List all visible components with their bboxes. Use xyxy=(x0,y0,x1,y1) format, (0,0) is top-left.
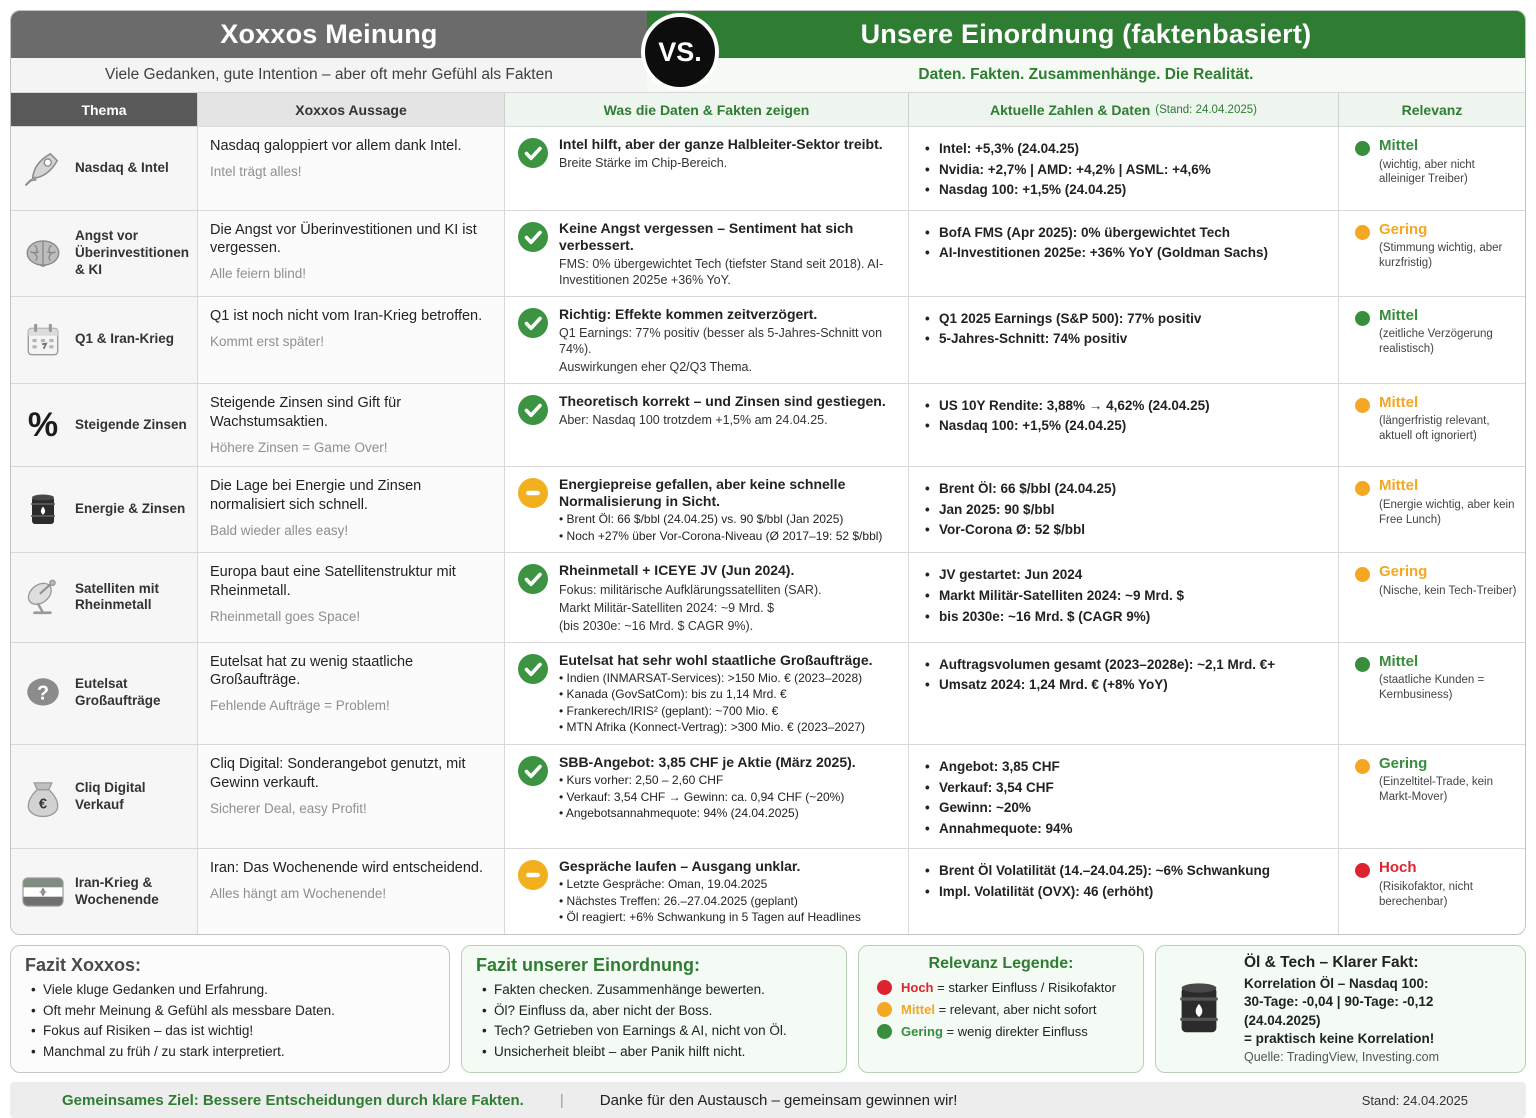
claim-text: Die Angst vor Überinvestitionen und KI ist vergessen. xyxy=(210,221,477,257)
check-icon xyxy=(517,754,549,840)
relevance-label: Gering xyxy=(1379,220,1428,238)
relevance-label: Mittel xyxy=(1379,306,1419,324)
relevance-note: (Nische, kein Tech-Treiber) xyxy=(1379,584,1517,597)
relevance-dot xyxy=(1355,759,1370,774)
figure-item: • Jan 2025: 90 $/bbl xyxy=(939,501,1326,519)
relevanz-legende-box xyxy=(858,945,1144,1073)
figure-item: • Angebot: 3,85 CHF xyxy=(939,758,1326,776)
oil-drum-icon xyxy=(19,486,67,534)
claim-text: Europa baut eine Satellitenstruktur mit Rheinmetall. xyxy=(210,564,456,600)
relevance-dot xyxy=(1355,481,1370,496)
oel-tech-box xyxy=(1155,945,1526,1073)
verdict-headline: Gespräche laufen – Ausgang unklar. xyxy=(559,858,801,875)
column-header-row xyxy=(11,93,1525,126)
legend-dot-red xyxy=(877,980,892,995)
claim-text: Iran: Das Wochenende wird entscheidend. xyxy=(210,860,483,877)
verdict-line: (bis 2030e: ~16 Mrd. $ CAGR 9%). xyxy=(559,618,754,633)
claim-quip: Kommt erst später! xyxy=(210,333,325,349)
satellite-dish-icon xyxy=(19,573,67,621)
legende-item-gering: Gering = wenig direkter Einfluss xyxy=(877,1024,1129,1039)
figure-item: • Vor-Corona Ø: 52 $/bbl xyxy=(939,521,1326,539)
brain-icon xyxy=(19,229,67,277)
fazit-einordnung-title: Fazit unserer Einordnung: xyxy=(476,955,701,976)
fazit-bullet: • Öl? Einfluss da, aber nicht der Boss. xyxy=(494,1002,832,1020)
verdict-line: Breite Stärke im Chip-Bereich. xyxy=(559,156,728,171)
relevance-dot xyxy=(1355,311,1370,326)
verdict-headline: Rheinmetall + ICEYE JV (Jun 2024). xyxy=(559,562,795,579)
verdict-headline: Energiepreise gefallen, aber keine schnelle Normalisierung in Sicht. xyxy=(559,476,846,510)
relevance-note: (Energie wichtig, aber kein Free Lunch) xyxy=(1379,498,1515,526)
row-eutelsat xyxy=(11,642,1525,744)
figure-item: • Auftragsvolumen gesamt (2023–2028e): ~2,1 Mrd. €+ xyxy=(939,656,1326,674)
row-iran-wochenende xyxy=(11,848,1525,934)
minus-icon xyxy=(517,858,549,926)
column-header-thema: Thema xyxy=(11,93,197,126)
relevance-label: Gering xyxy=(1379,754,1428,772)
fazit-bullet: • Viele kluge Gedanken und Erfahrung. xyxy=(43,981,435,999)
fazit-bullet: • Manchmal zu früh / zu stark interpretiert. xyxy=(43,1043,435,1061)
topic-label: Energie & Zinsen xyxy=(75,501,186,517)
figure-item: • Verkauf: 3,54 CHF xyxy=(939,779,1326,797)
verdict-bullet: • Verkauf: 3,54 CHF → Gewinn: ca. 0,94 CHF (~20%) xyxy=(559,790,856,806)
figure-item: • Impl. Volatilität (OVX): 46 (erhöht) xyxy=(939,883,1326,901)
verdict-line: Fokus: militärische Aufklärungssatelliten (SAR). xyxy=(559,582,822,597)
column-header-fakten: Was die Daten & Fakten zeigen xyxy=(504,93,908,126)
relevance-note: (Stimmung wichtig, aber kurzfristig) xyxy=(1379,242,1503,270)
verdict-bullet: • Frankerech/IRIS² (geplant): ~700 Mio. € xyxy=(559,704,873,720)
verdict-line: Markt Militär-Satelliten 2024: ~9 Mrd. $ xyxy=(559,600,775,615)
figure-item: • BofA FMS (Apr 2025): 0% übergewichtet Tech xyxy=(939,224,1326,242)
legende-item-hoch: Hoch = starker Einfluss / Risikofaktor xyxy=(877,980,1129,995)
row-q1-iran xyxy=(11,296,1525,383)
footer-boxes xyxy=(10,945,1526,1073)
fazit-xoxxos-title: Fazit Xoxxos: xyxy=(25,955,142,976)
relevance-dot xyxy=(1355,657,1370,672)
svg-text:€: € xyxy=(38,796,48,813)
verdict-bullet: • MTN Afrika (Konnect-Vertrag): >300 Mio. € (2023–2027) xyxy=(559,720,873,736)
relevance-dot xyxy=(1355,225,1370,240)
verdict-line: Q1 Earnings: 77% positiv (besser als 5-Jahres-Schnitt von 74%). xyxy=(559,325,883,356)
oel-tech-emphasis: = praktisch keine Korrelation! xyxy=(1244,1030,1435,1046)
relevance-note: (Einzeltitel-Trade, kein Markt-Mover) xyxy=(1379,776,1493,804)
check-icon xyxy=(517,562,549,633)
legende-item-mittel: Mittel = relevant, aber nicht sofort xyxy=(877,1002,1129,1017)
topic-label: Angst vor Überinvestitionen & KI xyxy=(75,227,190,277)
left-subtitle: Viele Gedanken, gute Intention – aber oft mehr Gefühl als Fakten xyxy=(11,58,647,93)
verdict-bullet: • Letzte Gespräche: Oman, 19.04.2025 xyxy=(559,877,861,893)
separator: | xyxy=(559,1091,564,1109)
figure-item: • Intel: +5,3% (24.04.25) xyxy=(939,140,1326,158)
verdict-line: FMS: 0% übergewichtet Tech (tiefster Stand seit 2018). AI-Investitionen 2025e +36% YoY. xyxy=(559,256,884,287)
row-nasdaq-intel xyxy=(11,126,1525,210)
minus-icon xyxy=(517,476,549,544)
claim-quip: Fehlende Aufträge = Problem! xyxy=(210,698,390,714)
relevance-note: (Risikofaktor, nicht berechenbar) xyxy=(1379,880,1473,908)
relevance-note: (zeitliche Verzögerung realistisch) xyxy=(1379,328,1493,356)
verdict-headline: SBB-Angebot: 3,85 CHF je Aktie (März 2025). xyxy=(559,753,856,770)
figure-item: • Nasdaq 100: +1,5% (24.04.25) xyxy=(939,417,1326,435)
row-satelliten xyxy=(11,552,1525,641)
relevance-dot xyxy=(1355,567,1370,582)
rocket-icon xyxy=(19,144,67,192)
row-zinsen xyxy=(11,383,1525,466)
oel-tech-line: (24.04.2025) xyxy=(1244,1012,1321,1028)
relevance-note: (längerfristig relevant, aktuell oft ignoriert) xyxy=(1379,415,1490,443)
relevance-label: Mittel xyxy=(1379,137,1419,154)
claim-text: Q1 ist noch nicht vom Iran-Krieg betroffen. xyxy=(210,307,483,324)
row-cliq-digital xyxy=(11,744,1525,848)
fazit-bullet: • Fokus auf Risiken – das ist wichtig! xyxy=(43,1022,435,1040)
verdict-headline: Keine Angst vergessen – Sentiment hat sich verbessert. xyxy=(559,219,854,253)
verdict-headline: Eutelsat hat sehr wohl staatliche Großaufträge. xyxy=(559,651,873,668)
relevance-label: Mittel xyxy=(1379,477,1419,495)
claim-text: Cliq Digital: Sonderangebot genutzt, mit Gewinn verkauft. xyxy=(210,755,466,791)
claim-quip: Alle feiern blind! xyxy=(210,266,307,282)
oel-tech-line: Korrelation Öl – Nasdaq 100: xyxy=(1244,976,1429,992)
relevance-label: Hoch xyxy=(1379,859,1417,877)
header xyxy=(11,11,1525,93)
figure-item: • 5-Jahres-Schnitt: 74% positiv xyxy=(939,330,1326,348)
oil-drum-icon xyxy=(1168,974,1230,1044)
calendar-icon xyxy=(19,316,67,364)
question-icon xyxy=(19,669,67,717)
claim-quip: Rheinmetall goes Space! xyxy=(210,609,361,625)
figure-item: • JV gestartet: Jun 2024 xyxy=(939,566,1326,584)
topic-label: Q1 & Iran-Krieg xyxy=(75,331,175,347)
topic-label: Satelliten mit Rheinmetall xyxy=(75,580,160,613)
claim-quip: Bald wieder alles easy! xyxy=(210,522,349,538)
header-right xyxy=(647,11,1525,93)
comparison-board xyxy=(10,10,1526,935)
figure-item: • Gewinn: ~20% xyxy=(939,799,1326,817)
figure-item: • Nasdag 100: +1,5% (24.04.25) xyxy=(939,181,1326,199)
relevance-note: (wichtig, aber nicht alleiniger Treiber) xyxy=(1379,158,1475,186)
verdict-headline: Richtig: Effekte kommen zeitverzögert. xyxy=(559,305,818,322)
verdict-headline: Theoretisch korrekt – und Zinsen sind gestiegen. xyxy=(559,392,886,409)
topic-label: Iran-Krieg & Wochenende xyxy=(75,874,159,907)
money-bag-icon xyxy=(19,773,67,821)
right-subtitle: Daten. Fakten. Zusammenhänge. Die Realität. xyxy=(647,58,1525,93)
check-icon xyxy=(517,652,549,736)
shared-goal-text: Gemeinsames Ziel: Bessere Entscheidungen durch klare Fakten. xyxy=(62,1091,524,1109)
column-header-relevanz: Relevanz xyxy=(1338,93,1525,126)
claim-quip: Alles hängt am Wochenende! xyxy=(210,886,387,902)
verdict-bullet: • Nächstes Treffen: 26.–27.04.2025 (geplant) xyxy=(559,894,861,910)
claim-text: Die Lage bei Energie und Zinsen normalisiert sich schnell. xyxy=(210,478,422,513)
verdict-bullet: • Kurs vorher: 2,50 – 2,60 CHF xyxy=(559,773,856,789)
topic-label: Eutelsat Großaufträge xyxy=(75,676,161,709)
verdict-bullet: • Noch +27% über Vor-Corona-Niveau (Ø 2017–19: 52 $/bbl) xyxy=(559,529,898,545)
verdict-bullet: • Angebotsannahmequote: 94% (24.04.2025) xyxy=(559,806,856,822)
bottom-bar xyxy=(10,1082,1526,1118)
verdict-bullet: • Öl reagiert: +6% Schwankung in 5 Tagen auf Headlines xyxy=(559,910,861,926)
claim-quip: Intel trägt alles! xyxy=(210,163,302,179)
verdict-bullet: • Brent Öl: 66 $/bbl (24.04.25) vs. 90 $/bbl (Jan 2025) xyxy=(559,512,898,528)
iran-flag-icon xyxy=(19,868,67,916)
thanks-text: Danke für den Austausch – gemeinsam gewinnen wir! xyxy=(599,1091,958,1109)
header-left xyxy=(11,11,647,93)
figure-item: • Annahmequote: 94% xyxy=(939,820,1326,838)
verdict-headline: Intel hilft, aber der ganze Halbleiter-Sektor treibt. xyxy=(559,136,883,152)
vs-badge: VS. xyxy=(641,13,719,91)
relevance-dot xyxy=(1355,863,1370,878)
stand-date: Stand: 24.04.2025 xyxy=(1361,1092,1468,1108)
topic-label: Cliq Digital Verkauf xyxy=(75,779,146,812)
fazit-einordnung-box xyxy=(461,945,847,1073)
claim-text: Eutelsat hat zu wenig staatliche Großaufträge. xyxy=(210,653,414,689)
figure-item: • Markt Militär-Satelliten 2024: ~9 Mrd. $ xyxy=(939,587,1326,605)
relevance-note: (staatliche Kunden = Kernbusiness) xyxy=(1379,674,1485,701)
topic-label: Nasdaq & Intel xyxy=(75,159,169,175)
svg-text:?: ? xyxy=(36,682,50,705)
oel-tech-line: 30-Tage: -0,04 | 90-Tage: -0,12 xyxy=(1244,994,1434,1010)
figure-item: • AI-Investitionen 2025e: +36% YoY (Goldman Sachs) xyxy=(939,244,1326,262)
row-angst-ki xyxy=(11,210,1525,296)
figure-item: • Brent Öl Volatilität (14.–24.04.25): ~6% Schwankung xyxy=(939,862,1326,880)
fazit-bullet: • Fakten checken. Zusammenhänge bewerten. xyxy=(494,981,832,999)
left-title: Xoxxos Meinung xyxy=(11,11,647,58)
legend-dot-green xyxy=(877,1024,892,1039)
topic-label: Steigende Zinsen xyxy=(75,416,187,432)
relevance-dot xyxy=(1355,398,1370,413)
figure-item: • US 10Y Rendite: 3,88% → 4,62% (24.04.25) xyxy=(939,397,1326,415)
row-energie xyxy=(11,466,1525,552)
column-header-aussage: Xoxxos Aussage xyxy=(197,93,504,126)
verdict-bullet: • Kanada (GovSatCom): bis zu 1,14 Mrd. € xyxy=(559,687,873,703)
claim-quip: Höhere Zinsen = Game Over! xyxy=(210,439,388,455)
fazit-bullet: • Tech? Getrieben von Earnings & AI, nicht von Öl. xyxy=(494,1022,832,1040)
figure-item: • Nvidia: +2,7% | AMD: +4,2% | ASML: +4,6% xyxy=(939,161,1326,179)
check-icon xyxy=(517,306,549,375)
oel-tech-title: Öl & Tech – Klarer Fakt: xyxy=(1244,954,1419,972)
figure-item: • Umsatz 2024: 1,24 Mrd. € (+8% YoY) xyxy=(939,676,1326,694)
percent-icon: % xyxy=(27,405,59,444)
check-icon xyxy=(517,393,549,458)
claim-text: Nasdaq galoppiert vor allem dank Intel. xyxy=(210,138,462,154)
figure-item: • Brent Öl: 66 $/bbl (24.04.25) xyxy=(939,480,1326,498)
right-title: Unsere Einordnung (faktenbasiert) xyxy=(647,11,1525,58)
verdict-line: Auswirkungen eher Q2/Q3 Thema. xyxy=(559,359,752,374)
verdict-bullet: • Indien (INMARSAT-Services): >150 Mio. € (2023–2028) xyxy=(559,671,873,687)
fazit-bullet: • Oft mehr Meinung & Gefühl als messbare Daten. xyxy=(43,1002,435,1020)
column-header-zahlen: Aktuelle Zahlen & Daten (Stand: 24.04.2025) xyxy=(908,93,1338,126)
check-icon xyxy=(517,136,549,202)
fazit-bullet: • Unsicherheit bleibt – aber Panik hilft nicht. xyxy=(494,1043,832,1061)
figure-item: • Q1 2025 Earnings (S&P 500): 77% positiv xyxy=(939,310,1326,328)
legende-title: Relevanz Legende: xyxy=(928,955,1074,973)
fazit-xoxxos-box xyxy=(10,945,450,1073)
relevance-label: Mittel xyxy=(1379,393,1419,411)
column-header-stand: (Stand: 24.04.2025) xyxy=(1155,103,1257,116)
check-icon xyxy=(517,220,549,288)
relevance-dot xyxy=(1355,141,1370,156)
oel-tech-source: Quelle: TradingView, Investing.com xyxy=(1244,1050,1440,1065)
legend-dot-orange xyxy=(877,1002,892,1017)
relevance-label: Mittel xyxy=(1379,652,1419,670)
verdict-line: Aber: Nasdaq 100 trotzdem +1,5% am 24.04.25. xyxy=(559,412,828,427)
figure-item: • bis 2030e: ~16 Mrd. $ (CAGR 9%) xyxy=(939,608,1326,626)
claim-quip: Sicherer Deal, easy Profit! xyxy=(210,800,367,816)
relevance-label: Gering xyxy=(1379,563,1428,581)
claim-text: Steigende Zinsen sind Gift für Wachstumsaktien. xyxy=(210,394,402,430)
